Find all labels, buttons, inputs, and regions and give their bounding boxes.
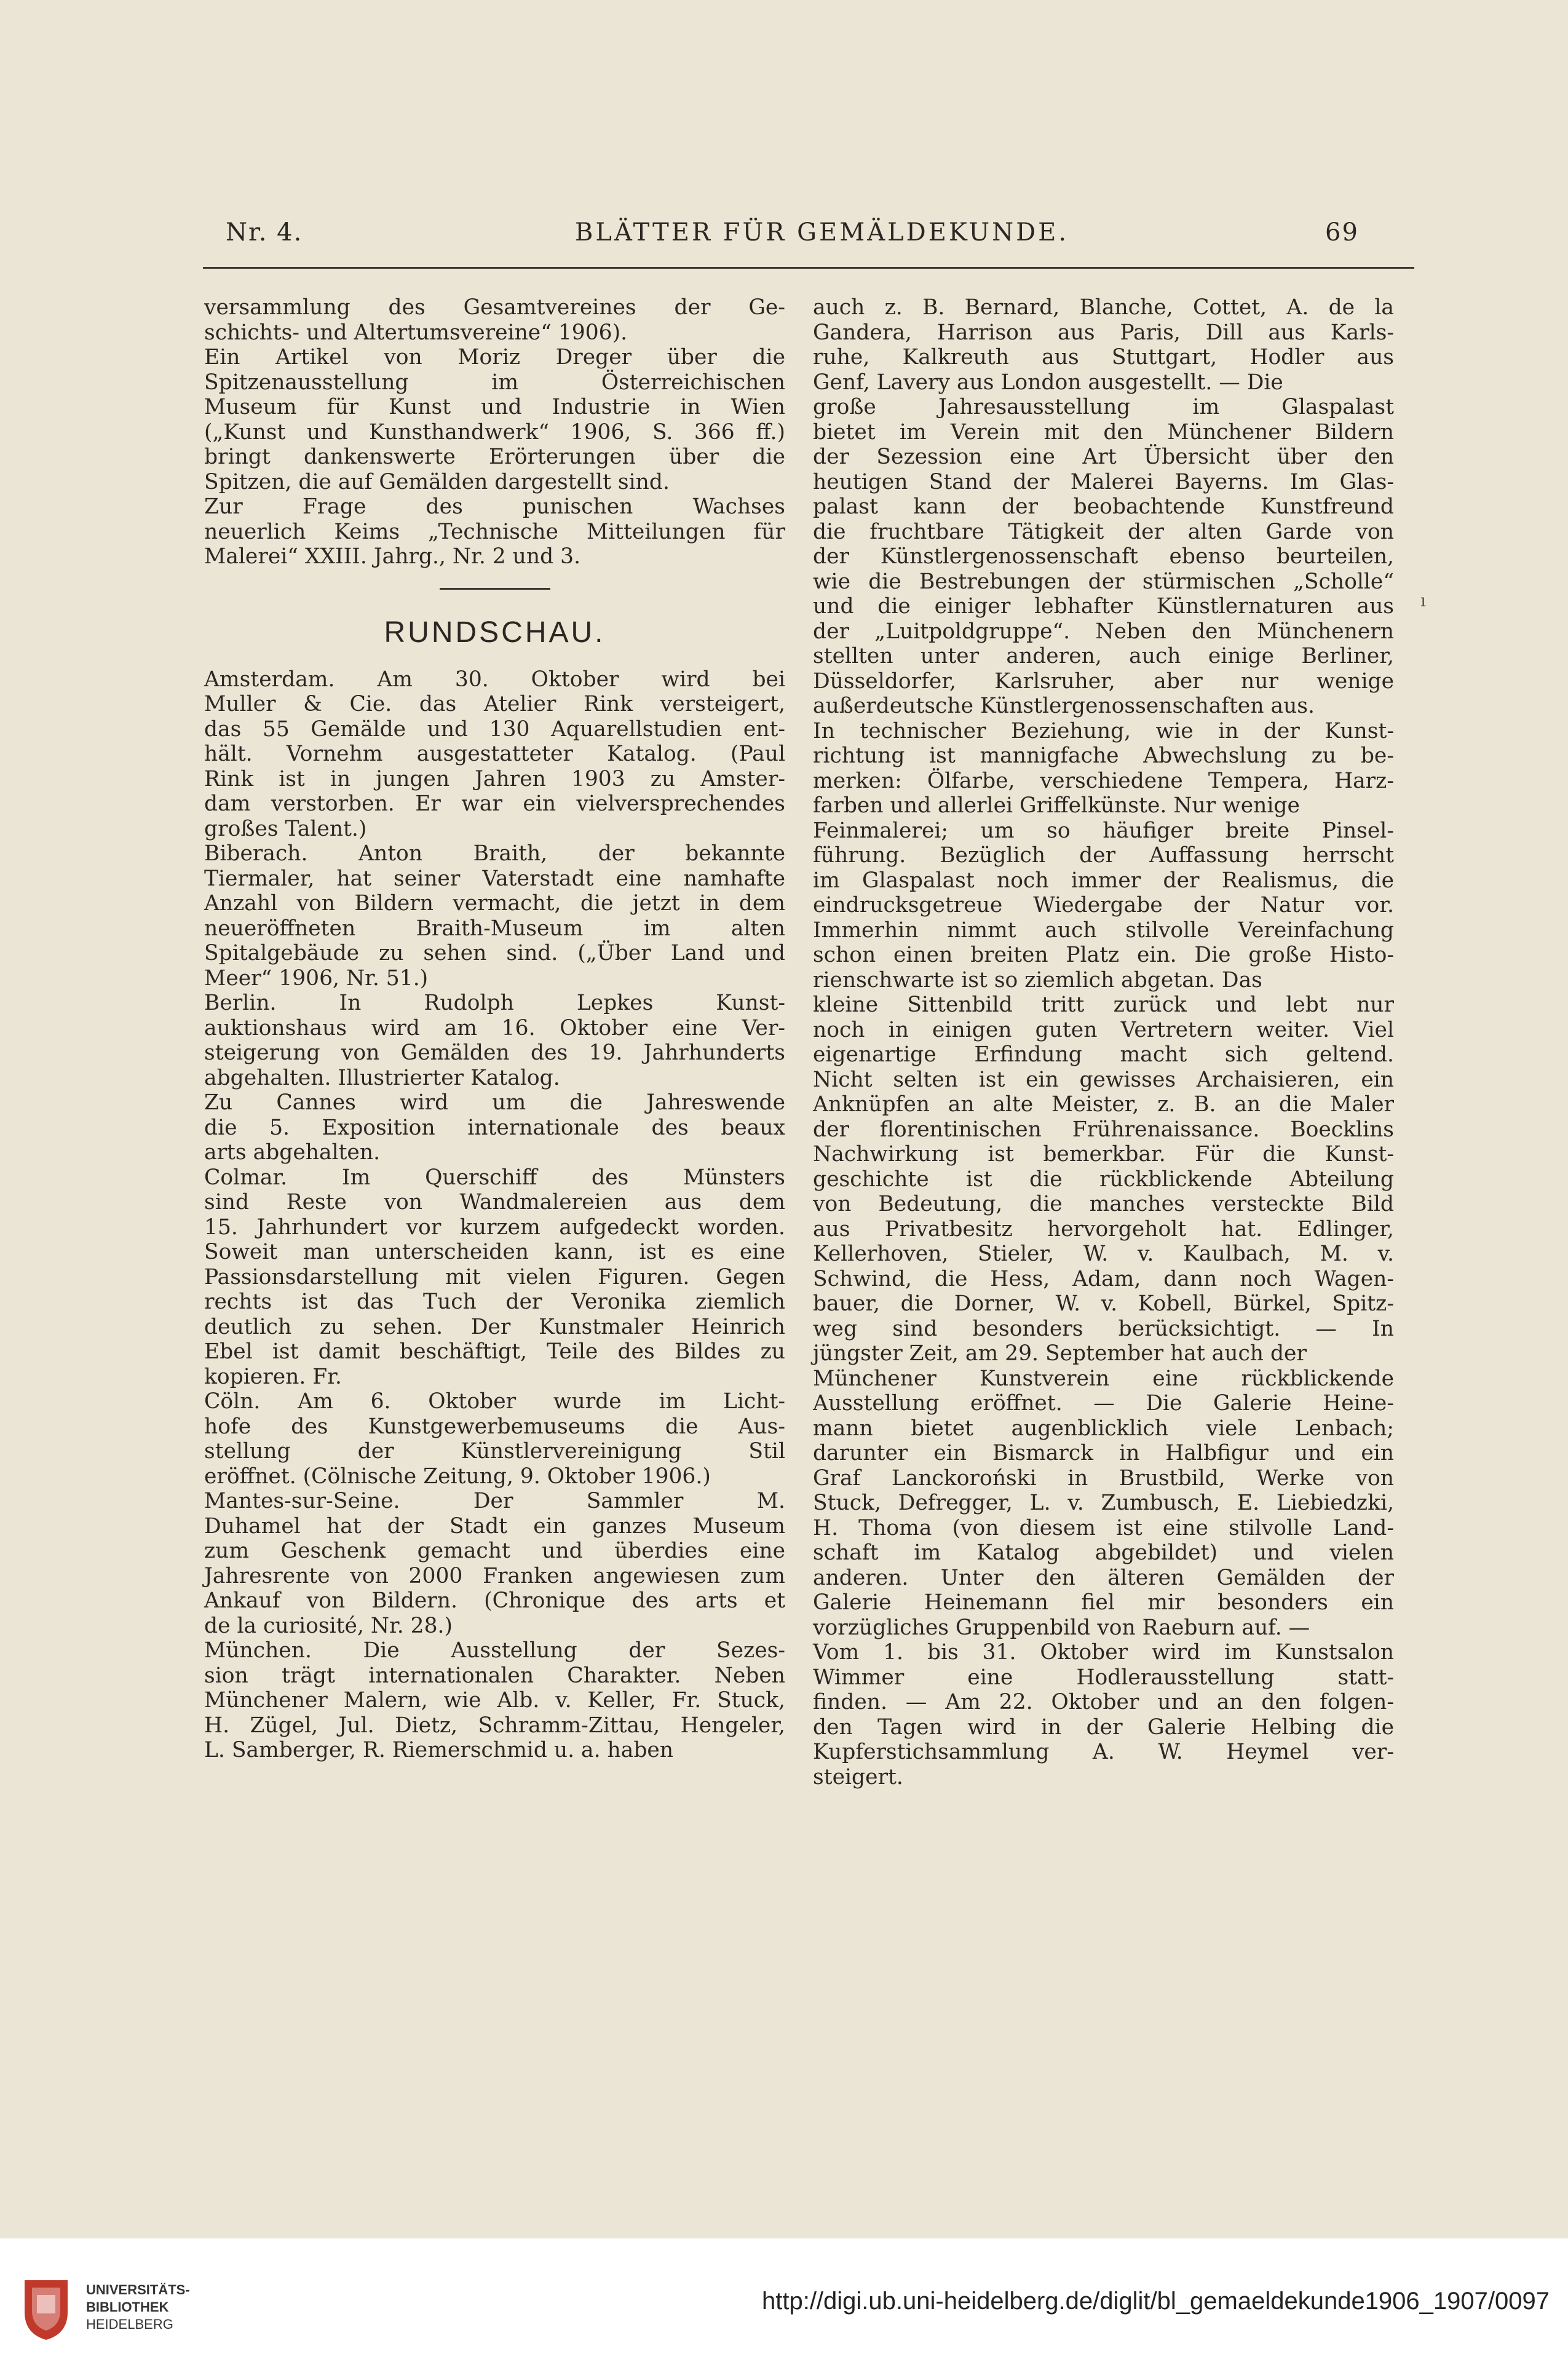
text-line: In technischer Beziehung, wie in der Kunst- xyxy=(813,718,1394,743)
text-line: abgehalten. Illustrierter Katalog. xyxy=(204,1065,560,1090)
text-line: dam verstorben. Er war ein vielversprechendes xyxy=(204,791,785,816)
text-line: richtung ist mannigfache Abwechslung zu be- xyxy=(813,743,1394,768)
text-line: anderen. Unter den älteren Gemälden der xyxy=(813,1565,1394,1590)
text-line: Vom 1. bis 31. Oktober wird im Kunstsalon xyxy=(813,1640,1394,1665)
text-line: schichts- und Altertumsvereine“ 1906). xyxy=(204,320,628,345)
text-line: der „Luitpoldgruppe“. Neben den Münchenern xyxy=(813,619,1394,644)
text-line: weg sind besonders berücksichtigt. — In xyxy=(813,1316,1394,1341)
text-line: eröffnet. (Cölnische Zeitung, 9. Oktober 1906.) xyxy=(204,1464,711,1489)
text-line: bringt dankenswerte Erörterungen über die xyxy=(204,445,785,469)
text-line: im Glaspalast noch immer der Realismus, die xyxy=(813,868,1394,893)
text-line: heutigen Stand der Malerei Bayerns. Im Glas- xyxy=(813,469,1394,494)
text-line: eigenartige Erfindung macht sich geltend. xyxy=(813,1042,1394,1067)
text-line: H. Zügel, Jul. Dietz, Schramm-Zittau, Hengeler, xyxy=(204,1713,785,1738)
text-line: vorzügliches Gruppenbild von Raeburn auf. — xyxy=(813,1615,1310,1640)
text-line: großes Talent.) xyxy=(204,816,367,841)
text-line: Meer“ 1906, Nr. 51.) xyxy=(204,965,429,991)
text-line: geschichte ist die rückblickende Abteilung xyxy=(813,1167,1394,1192)
text-line: schaft im Katalog abgebildet) und vielen xyxy=(813,1540,1394,1565)
continued-text xyxy=(813,295,1394,1789)
text-line: neuerlich Keims „Technische Mitteilungen für xyxy=(204,519,785,544)
header-rule xyxy=(203,267,1414,269)
text-line: rienschwarte ist so ziemlich abgetan. Das xyxy=(813,967,1262,993)
text-line: Wimmer eine Hodlerausstellung statt- xyxy=(813,1665,1394,1690)
text-line: Zu Cannes wird um die Jahreswende xyxy=(204,1090,785,1115)
text-line: der Künstlergenossenschaft ebenso beurteilen, xyxy=(813,544,1394,569)
text-line: außerdeutsche Künstlergenossenschaften aus. xyxy=(813,694,1315,718)
text-line: Muller & Cie. das Atelier Rink versteigert, xyxy=(204,692,785,716)
text-line: Jahresrente von 2000 Franken angewiesen zum xyxy=(204,1563,785,1588)
text-line: wie die Bestrebungen der stürmischen „Scholle“ xyxy=(813,569,1394,594)
text-line: palast kann der beobachtende Kunstfreund xyxy=(813,494,1394,519)
text-line: 15. Jahrhundert vor kurzem aufgedeckt worden. xyxy=(204,1215,785,1240)
source-url-link[interactable]: http://digi.ub.uni-heidelberg.de/diglit/bl_gemaeldekunde1906_1907/0097 xyxy=(761,2288,1550,2315)
text-line: hofe des Kunstgewerbemuseums die Aus- xyxy=(204,1414,785,1439)
text-line: rechts ist das Tuch der Veronika ziemlich xyxy=(204,1290,785,1314)
text-line: hält. Vornehm ausgestatteter Katalog. (Paul xyxy=(204,742,785,766)
text-line: deutlich zu sehen. Der Kunstmaler Heinrich xyxy=(204,1314,785,1339)
text-line: L. Samberger, R. Riemerschmid u. a. haben xyxy=(204,1738,674,1762)
text-line: die fruchtbare Tätigkeit der alten Garde von xyxy=(813,519,1394,544)
text-line: arts abgehalten. xyxy=(204,1140,381,1165)
logo-line: UNIVERSITÄTS- xyxy=(86,2282,190,2297)
text-line: große Jahresausstellung im Glaspalast xyxy=(813,395,1394,419)
text-line: („Kunst und Kunsthandwerk“ 1906, S. 366 ff.) xyxy=(204,419,785,445)
text-line: zum Geschenk gemacht und überdies eine xyxy=(204,1539,785,1563)
text-line: und die einiger lebhafter Künstlernaturen aus xyxy=(813,594,1394,619)
section-divider xyxy=(440,588,550,590)
text-line: Berlin. In Rudolph Lepkes Kunst- xyxy=(204,991,785,1015)
text-line: ruhe, Kalkreuth aus Stuttgart, Hodler aus xyxy=(813,345,1394,370)
text-line: noch in einigen guten Vertretern weiter. Viel xyxy=(813,1017,1394,1042)
text-line: Tiermaler, hat seiner Vaterstadt eine namhafte xyxy=(204,866,785,891)
text-line: jüngster Zeit, am 29. September hat auch der xyxy=(813,1341,1307,1366)
text-line: kleine Sittenbild tritt zurück und lebt nur xyxy=(813,993,1394,1017)
text-line: Ankauf von Bildern. (Chronique des arts et xyxy=(204,1588,785,1613)
text-line: steigert. xyxy=(813,1764,903,1789)
text-line: stellung der Künstlervereinigung Stil xyxy=(204,1439,785,1464)
text-line: sind Reste von Wandmalereien aus dem xyxy=(204,1190,785,1215)
text-line: Amsterdam. Am 30. Oktober wird bei xyxy=(204,667,785,692)
text-line: steigerung von Gemälden des 19. Jahrhunderts xyxy=(204,1040,785,1065)
text-line: neueröffneten Braith-Museum im alten xyxy=(204,916,785,941)
text-line: Duhamel hat der Stadt ein ganzes Museum xyxy=(204,1513,785,1539)
text-line: Münchener Malern, wie Alb. v. Keller, Fr. Stuck, xyxy=(204,1688,785,1713)
text-line: Graf Lanckoroński in Brustbild, Werke von xyxy=(813,1465,1394,1491)
text-line: bauer, die Dorner, W. v. Kobell, Bürkel, Spitz- xyxy=(813,1291,1394,1316)
text-line: Colmar. Im Querschiff des Münsters xyxy=(204,1165,785,1190)
text-line: Mantes-sur-Seine. Der Sammler M. xyxy=(204,1489,785,1513)
text-line: auktionshaus wird am 16. Oktober eine Ver- xyxy=(204,1015,785,1040)
text-line: Malerei“ XXIII. Jahrg., Nr. 2 und 3. xyxy=(204,544,581,569)
text-line: Schwind, die Hess, Adam, dann noch Wagen- xyxy=(813,1266,1394,1291)
text-line: der florentinischen Frührenaissance. Boecklins xyxy=(813,1117,1394,1142)
issue-number: Nr. 4. xyxy=(226,218,303,247)
text-line: Passionsdarstellung mit vielen Figuren. Gegen xyxy=(204,1264,785,1290)
text-line: Soweit man unterscheiden kann, ist es eine xyxy=(204,1240,785,1264)
margin-mark: ı xyxy=(1420,590,1426,611)
text-line: Nicht selten ist ein gewisses Archaisieren, ein xyxy=(813,1067,1394,1092)
text-line: Galerie Heinemann fiel mir besonders ein xyxy=(813,1590,1394,1615)
text-line: farben und allerlei Griffelkünste. Nur wenige xyxy=(813,793,1300,818)
logo-line: HEIDELBERG xyxy=(86,2316,173,2332)
text-line: H. Thoma (von diesem ist eine stilvolle Land- xyxy=(813,1515,1394,1540)
text-line: Münchener Kunstverein eine rückblickende xyxy=(813,1366,1394,1391)
text-line: finden. — Am 22. Oktober und an den folgen- xyxy=(813,1690,1394,1714)
text-line: eindrucksgetreue Wiedergabe der Natur vor. xyxy=(813,893,1394,917)
intro-text xyxy=(204,295,785,569)
text-line: Spitzen, die auf Gemälden dargestellt sind. xyxy=(204,469,670,494)
text-line: Ebel ist damit beschäftigt, Teile des Bildes zu xyxy=(204,1339,785,1364)
text-line: Kellerhoven, Stieler, W. v. Kaulbach, M. v. xyxy=(813,1242,1394,1266)
text-line: sion trägt internationalen Charakter. Neben xyxy=(204,1663,785,1688)
text-line: stellten unter anderen, auch einige Berliner, xyxy=(813,644,1394,668)
rundschau-text xyxy=(204,667,785,1763)
text-line: Düsseldorfer, Karlsruher, aber nur wenige xyxy=(813,668,1394,694)
text-line: Spitzenausstellung im Österreichischen xyxy=(204,370,785,395)
section-title: RUNDSCHAU. xyxy=(384,616,606,649)
logo-line: BIBLIOTHEK xyxy=(86,2299,169,2315)
left-column xyxy=(204,295,785,1763)
text-line: bietet im Verein mit den Münchener Bildern xyxy=(813,419,1394,445)
text-line: kopieren. Fr. xyxy=(204,1364,342,1389)
text-line: auch z. B. Bernard, Blanche, Cottet, A. de la xyxy=(813,295,1394,320)
text-line: Genf, Lavery aus London ausgestellt. — Die xyxy=(813,370,1283,395)
text-line: das 55 Gemälde und 130 Aquarellstudien ent- xyxy=(204,716,785,742)
journal-title: BLÄTTER FÜR GEMÄLDEKUNDE. xyxy=(575,218,1069,247)
text-line: versammlung des Gesamtvereines der Ge- xyxy=(204,295,785,320)
right-column xyxy=(813,295,1394,1789)
text-line: Ein Artikel von Moriz Dreger über die xyxy=(204,345,785,370)
text-line: Feinmalerei; um so häufiger breite Pinsel- xyxy=(813,818,1394,843)
page-number: 69 xyxy=(1325,218,1359,247)
text-line: Ausstellung eröffnet. — Die Galerie Heine- xyxy=(813,1391,1394,1416)
text-line: Biberach. Anton Braith, der bekannte xyxy=(204,841,785,866)
text-line: Museum für Kunst und Industrie in Wien xyxy=(204,395,785,419)
text-line: Rink ist in jungen Jahren 1903 zu Amster- xyxy=(204,766,785,791)
page-header xyxy=(218,218,1417,268)
text-line: Stuck, Defregger, L. v. Zumbusch, E. Liebiedzki, xyxy=(813,1491,1394,1515)
university-seal-icon xyxy=(18,2275,74,2343)
text-line: von Bedeutung, die manches versteckte Bild xyxy=(813,1192,1394,1216)
text-line: Nachwirkung ist bemerkbar. Für die Kunst- xyxy=(813,1142,1394,1167)
text-line: schon einen breiten Platz ein. Die große Histo- xyxy=(813,943,1394,967)
library-logo-text xyxy=(86,2281,190,2333)
text-line: darunter ein Bismarck in Halbfigur und ein xyxy=(813,1441,1394,1465)
text-line: Spitalgebäude zu sehen sind. („Über Land und xyxy=(204,941,785,965)
text-line: führung. Bezüglich der Auffassung herrscht xyxy=(813,843,1394,868)
text-line: der Sezession eine Art Übersicht über den xyxy=(813,445,1394,469)
text-line: Kupferstichsammlung A. W. Heymel ver- xyxy=(813,1740,1394,1764)
text-line: die 5. Exposition internationale des beaux xyxy=(204,1115,785,1140)
text-line: München. Die Ausstellung der Sezes- xyxy=(204,1638,785,1663)
text-line: mann bietet augenblicklich viele Lenbach; xyxy=(813,1416,1394,1441)
text-line: de la curiosité, Nr. 28.) xyxy=(204,1613,453,1638)
text-line: Cöln. Am 6. Oktober wurde im Licht- xyxy=(204,1389,785,1414)
footer xyxy=(0,2238,1568,2370)
text-line: Immerhin nimmt auch stilvolle Vereinfachung xyxy=(813,917,1394,943)
text-line: merken: Ölfarbe, verschiedene Tempera, Harz- xyxy=(813,768,1394,793)
text-line: Anzahl von Bildern vermacht, die jetzt in dem xyxy=(204,891,785,916)
text-line: aus Privatbesitz hervorgeholt hat. Edlinger, xyxy=(813,1216,1394,1242)
text-line: Gandera, Harrison aus Paris, Dill aus Karls- xyxy=(813,320,1394,345)
text-line: Anknüpfen an alte Meister, z. B. an die Maler xyxy=(813,1092,1394,1117)
text-line: Zur Frage des punischen Wachses xyxy=(204,494,785,519)
text-line: den Tagen wird in der Galerie Helbing die xyxy=(813,1714,1394,1740)
